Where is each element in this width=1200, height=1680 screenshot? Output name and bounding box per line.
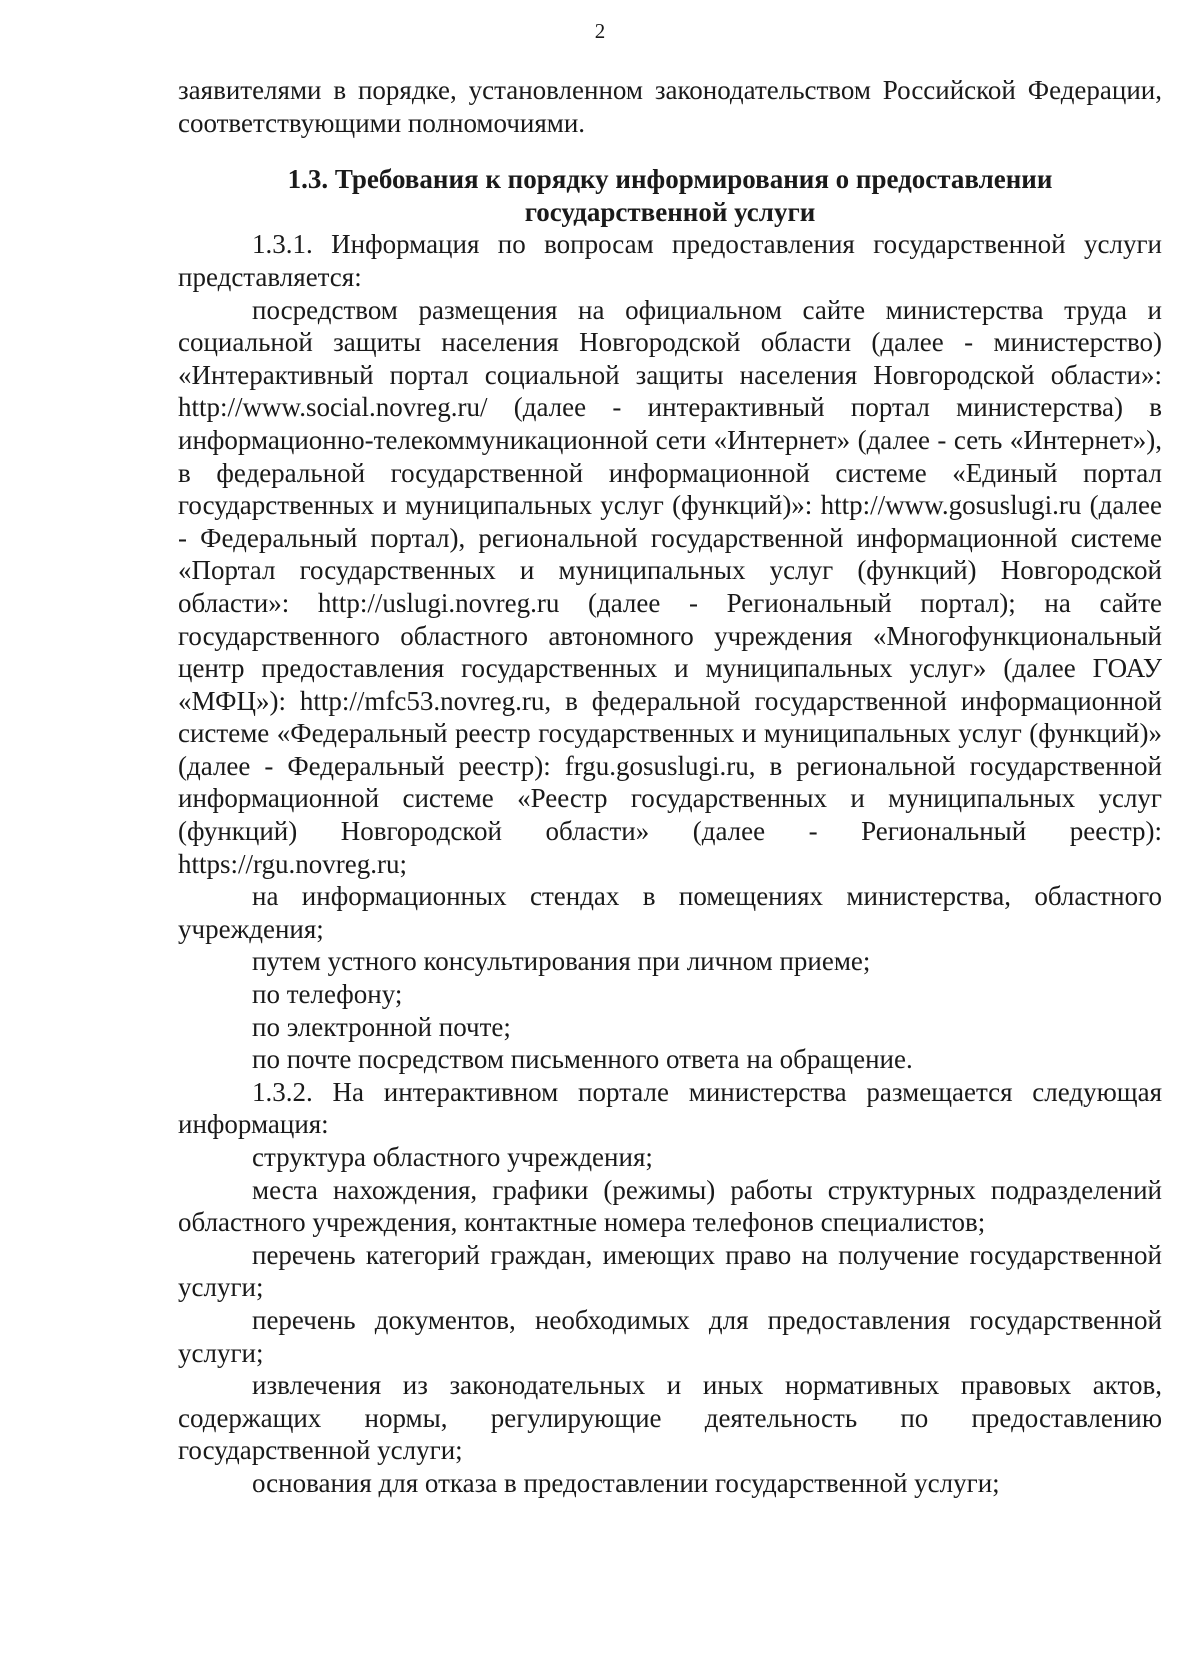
paragraph-1-3-2: 1.3.2. На интерактивном портале министерства размещается следующая информация: (178, 1076, 1162, 1140)
paragraph-1-3-1: 1.3.1. Информация по вопросам предоставления государственной услуги представляется: (178, 229, 1162, 292)
paragraph-info-stands: на информационных стендах в помещениях министерства, областного учреждения; (178, 881, 1162, 944)
page-number: 2 (594, 19, 606, 43)
paragraph-legal-extracts: извлечения из законодательных и иных нормативных правовых актов, содержащих нормы, регулирующие деятельность по предоставлению государственной услуги; (178, 1370, 1162, 1466)
paragraph-structure: структура областного учреждения; (252, 1142, 653, 1172)
paragraph-oral-consultation: путем устного консультирования при личном приеме; (252, 946, 871, 977)
paragraph-refusal-grounds: основания для отказа в предоставлении государственной услуги; (252, 1467, 1000, 1498)
section-heading (178, 163, 1162, 228)
paragraph-by-mail: по почте посредством письменного ответа на обращение. (252, 1044, 913, 1075)
paragraph-locations-schedules: места нахождения, графики (режимы) работы структурных подразделений областного учреждения, контактные номера телефонов специалистов; (178, 1174, 1162, 1238)
paragraph-documents-list: перечень документов, необходимых для предоставления государственной услуги; (178, 1304, 1162, 1368)
paragraph-by-phone: по телефону; (252, 979, 403, 1010)
paragraph-channels-websites: посредством размещения на официальном сайте министерства труда и социальной защиты населения Новгородской области (далее - министерство) «Интерактивный портал социальной защиты населения Новгородской области»: http://www.social.novreg.ru/ (далее - интерактивный портал министерства) в информационно-телекоммуникационной сети «Интернет» (далее - сеть «Интернет»), в федеральной государственной информационной системе «Единый портал государственных и муниципальных услуг (функций)»: http://www.gosuslugi.ru (далее - Федеральный портал), региональной государственной информационной системе «Портал государственных и муниципальных услуг (функций) Новгородской области»: http://uslugi.novreg.ru (далее - Региональный портал); на сайте государственного областного автономного учреждения «Многофункциональный центр предоставления государственных и муниципальных услуг» (далее ГОАУ «МФЦ»): http://mfc53.novreg.ru, в федеральной государственной информационной системе «Федеральный реестр государственных и муниципальных услуг (функций)» (далее - Федеральный реестр): frgu.gosuslugi.ru, в региональной государственной информационной системе «Реестр государственных и муниципальных услуг (функций) Новгородской области» (далее - Региональный реестр): https://rgu.novreg.ru; (178, 294, 1162, 879)
document-body (178, 74, 1162, 1500)
intro-paragraph: заявителями в порядке, установленном законодательством Российской Федерации, соответствующими полномочиями. (178, 75, 1162, 138)
paragraph-by-email: по электронной почте; (252, 1011, 511, 1042)
paragraph-categories: перечень категорий граждан, имеющих право на получение государственной услуги; (178, 1239, 1162, 1303)
section-heading-line-2: государственной услуги (524, 196, 816, 227)
section-heading-line-1: 1.3. Требования к порядку информирования о предоставлении (287, 164, 1053, 195)
